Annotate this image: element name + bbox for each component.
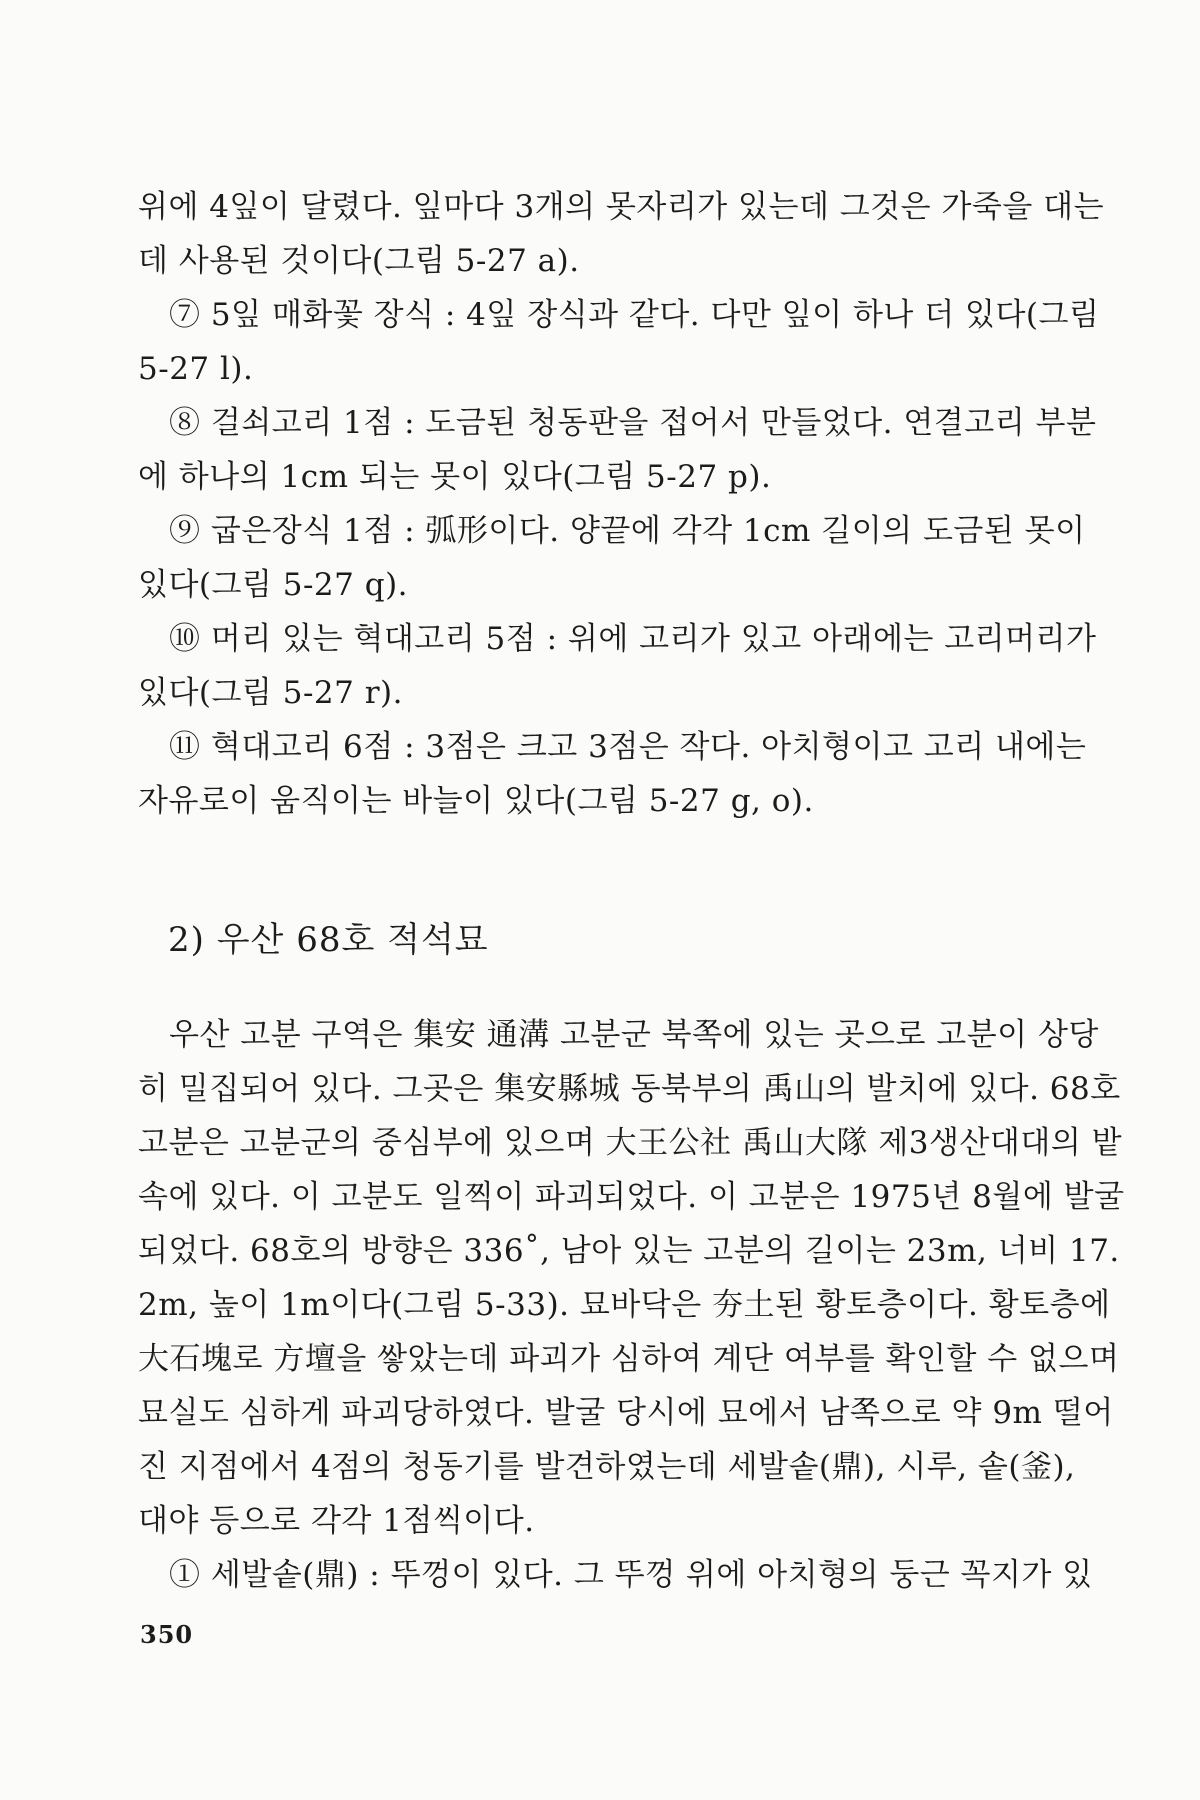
section-heading: 2) 우산 68호 적석묘 bbox=[168, 920, 489, 960]
text-line: 묘실도 심하게 파괴당하였다. 발굴 당시에 묘에서 남쪽으로 약 9m 떨어 bbox=[138, 1395, 1114, 1431]
text-line: 되었다. 68호의 방향은 336˚, 남아 있는 고분의 길이는 23m, 너비 17. bbox=[138, 1233, 1120, 1269]
body-text-block bbox=[138, 1008, 1125, 1602]
text-line: ⑨ 굽은장식 1점 : 弧形이다. 양끝에 각각 1cm 길이의 도금된 못이 bbox=[138, 513, 1086, 549]
text-line: 2m, 높이 1m이다(그림 5-33). 묘바닥은 夯土된 황토층이다. 황토층에 bbox=[138, 1287, 1111, 1323]
text-line: ⑦ 5잎 매화꽃 장식 : 4잎 장식과 같다. 다만 잎이 하나 더 있다(그림 bbox=[138, 297, 1100, 333]
text-line: 있다(그림 5-27 q). bbox=[138, 567, 409, 603]
page-number: 350 bbox=[140, 1620, 194, 1649]
text-line: 있다(그림 5-27 r). bbox=[138, 675, 403, 711]
text-line: 자유로이 움직이는 바늘이 있다(그림 5-27 g, o). bbox=[138, 783, 814, 819]
text-line: 데 사용된 것이다(그림 5-27 a). bbox=[138, 243, 580, 279]
text-line: ⑧ 걸쇠고리 1점 : 도금된 청동판을 접어서 만들었다. 연결고리 부분 bbox=[138, 405, 1097, 441]
text-line: 5-27 l). bbox=[138, 351, 254, 387]
text-line: 히 밀집되어 있다. 그곳은 集安縣城 동북부의 禹山의 발치에 있다. 68호 bbox=[138, 1071, 1121, 1107]
text-line: 우산 고분 구역은 集安 通溝 고분군 북쪽에 있는 곳으로 고분이 상당 bbox=[138, 1017, 1099, 1053]
text-line: 진 지점에서 4점의 청동기를 발견하였는데 세발솥(鼎), 시루, 솥(釜), bbox=[138, 1449, 1076, 1485]
text-line: 속에 있다. 이 고분도 일찍이 파괴되었다. 이 고분은 1975년 8월에 발굴 bbox=[138, 1179, 1125, 1215]
text-line: 大石塊로 方壇을 쌓았는데 파괴가 심하여 계단 여부를 확인할 수 없으며 bbox=[138, 1341, 1120, 1377]
top-text-block bbox=[138, 180, 1105, 828]
text-line: 에 하나의 1cm 되는 못이 있다(그림 5-27 p). bbox=[138, 459, 772, 495]
text-line: 대야 등으로 각각 1점씩이다. bbox=[138, 1503, 535, 1539]
text-line: ⑪ 혁대고리 6점 : 3점은 크고 3점은 작다. 아치형이고 고리 내에는 bbox=[138, 729, 1087, 765]
text-line: ⑩ 머리 있는 혁대고리 5점 : 위에 고리가 있고 아래에는 고리머리가 bbox=[138, 621, 1097, 657]
text-line: 고분은 고분군의 중심부에 있으며 大王公社 禹山大隊 제3생산대대의 밭 bbox=[138, 1125, 1123, 1161]
text-line: ① 세발솥(鼎) : 뚜껑이 있다. 그 뚜껑 위에 아치형의 둥근 꼭지가 있 bbox=[138, 1557, 1093, 1593]
text-line: 위에 4잎이 달렸다. 잎마다 3개의 못자리가 있는데 그것은 가죽을 대는 bbox=[138, 189, 1105, 225]
